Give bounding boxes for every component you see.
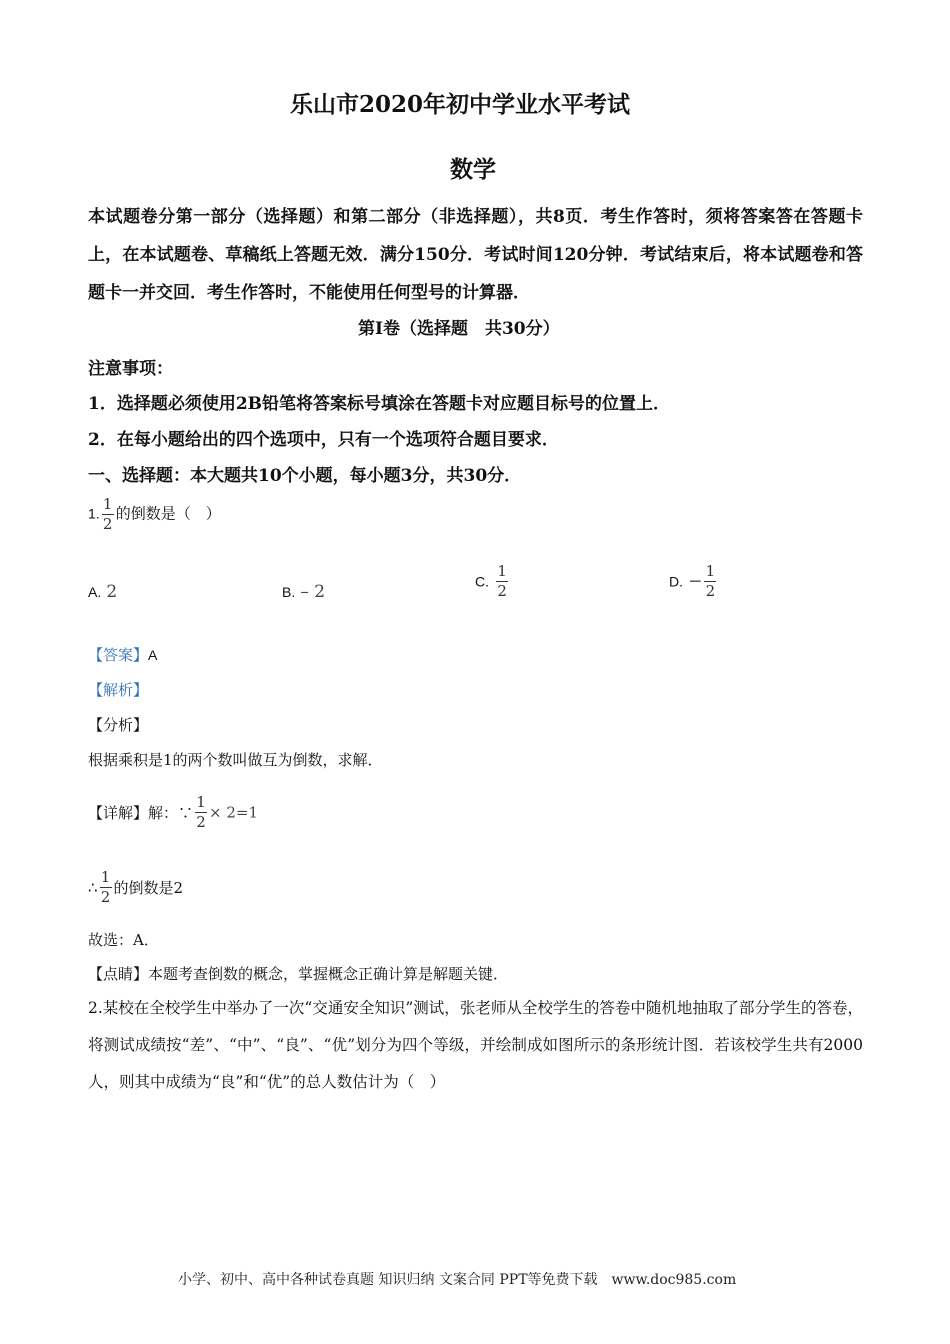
q1-fraction: $\frac{1}{2}$ <box>102 495 113 533</box>
notes-heading: 注意事项： <box>88 359 173 379</box>
q1-detail: 【详解】解：∵ $\frac{1}{2}$ × 2=1 <box>88 793 259 831</box>
q1-choose: 故选：A． <box>88 931 159 949</box>
intro-paragraph: 本试题卷分第一部分（选择题）和第二部分（非选择题），共8页．考生作答时，须将答案答在答题卡上，在本试题卷、草稿纸上答题无效．满分150分．考试时间120分钟．考试结束后，将本试题卷和答题卡一并交回．考生作答时，不能使用任何型号的计算器． <box>88 207 863 303</box>
q1-fenxi-tag: 【分析】 <box>88 716 149 734</box>
q1-stem <box>88 496 221 533</box>
notes-item-2: 2．在每小题给出的四个选项中，只有一个选项符合题目要求． <box>88 430 559 450</box>
q1-comment: 【点睛】本题考查倒数的概念，掌握概念正确计算是解题关键． <box>88 965 509 983</box>
q1-option-c: C. $\frac{1}{2}$ <box>475 562 507 600</box>
section-title: 第I卷（选择题 共30分） <box>358 319 560 339</box>
q1-answer: 【答案】A <box>88 646 158 664</box>
q2-text: 2.某校在全校学生中举办了一次“交通安全知识”测试，张老师从全校学生的答卷中随机地抽取了部分学生的答卷，将测试成绩按“差”、“中”、“良”、“优”划分为四个等级，并绘制成如图所示的条形统计图．若该校学生共有2000人，则其中成绩为“良”和“优”的总人数估计为（ ） <box>88 999 863 1091</box>
q1-analysis-tag: 【解析】 <box>88 681 149 699</box>
q1-option-a: A. 2 <box>88 582 118 602</box>
page-footer: 小学、初中、高中各种试卷真题 知识归纳 文案合同 PPT等免费下载 www.doc985.com <box>178 1272 737 1288</box>
part1-heading: 一、选择题：本大题共10个小题，每小题3分，共30分． <box>88 466 522 486</box>
q1-therefore: ∴ $\frac{1}{2}$ 的倒数是2 <box>88 868 184 906</box>
notes-item-1: 1．选择题必须使用2B铅笔将答案标号填涂在答题卡对应题目标号的位置上． <box>88 394 671 414</box>
q1-fenxi-text: 根据乘积是1的两个数叫做互为倒数，求解． <box>88 751 383 769</box>
q1-option-b: B. – 2 <box>282 582 326 602</box>
q1-option-d: D. − $\frac{1}{2}$ <box>669 562 716 600</box>
q1-number: 1. <box>88 505 100 522</box>
subject-title: 数学 <box>450 156 496 183</box>
exam-title: 乐山市2020年初中学业水平考试 <box>290 91 631 118</box>
q1-stem-suffix: 的倒数是（ ） <box>115 504 221 523</box>
